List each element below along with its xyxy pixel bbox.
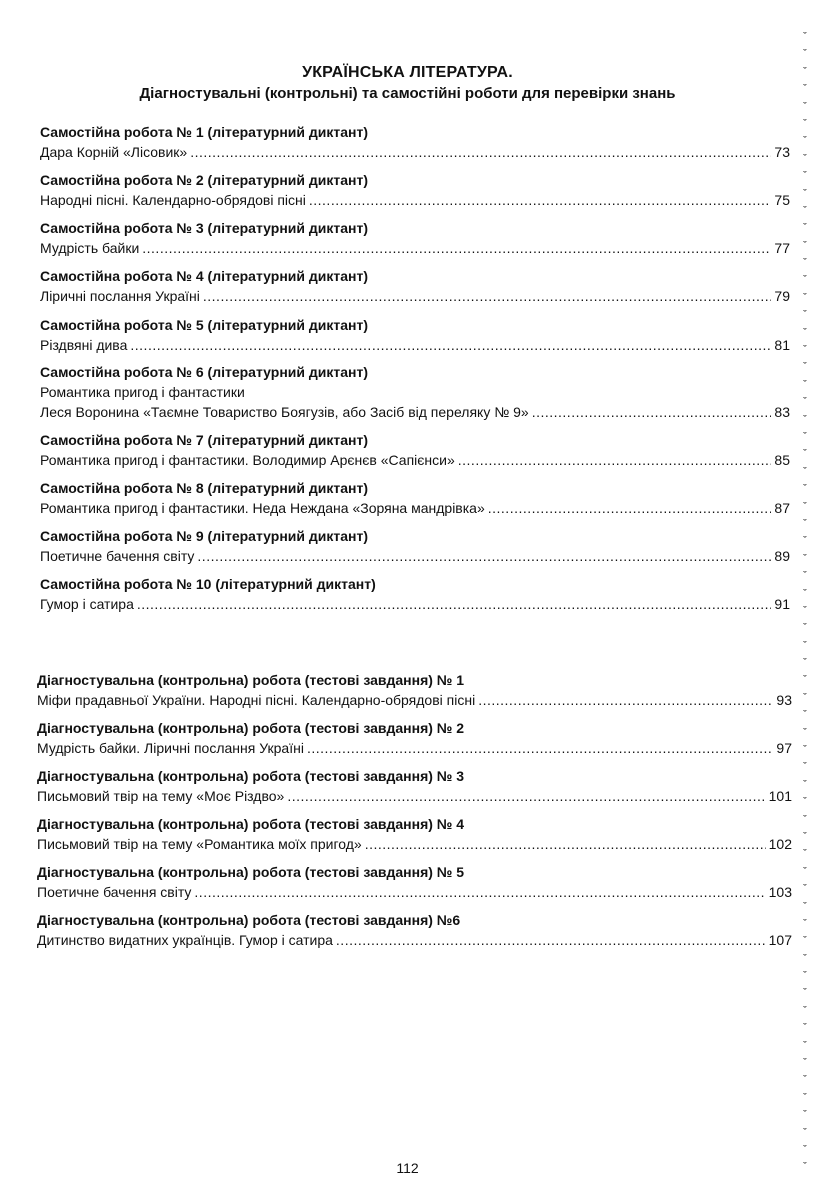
binding-hole-mark: ˬ [803, 195, 807, 208]
toc-entry [37, 670, 792, 710]
toc-entry-line [37, 738, 792, 758]
dot-leader [137, 594, 772, 614]
binding-hole-mark: ˬ [803, 335, 807, 348]
toc-entry-line [40, 594, 790, 614]
toc-page-number: 85 [774, 452, 790, 468]
toc-entry-text: Поетичне бачення світу [40, 548, 195, 564]
binding-hole-mark: ˬ [803, 474, 807, 487]
binding-hole-mark: ˬ [803, 213, 807, 226]
toc-page-number: 89 [774, 548, 790, 564]
dot-leader [307, 738, 773, 758]
binding-hole-mark: ˬ [803, 439, 807, 452]
toc-entry-title: Самостійна робота № 6 (літературний диктант) [40, 364, 368, 380]
toc-entry [40, 526, 790, 566]
toc-entry-title: Самостійна робота № 4 (літературний диктант) [40, 268, 368, 284]
binding-hole-mark: ˬ [803, 352, 807, 365]
toc-entry-line [40, 286, 790, 306]
toc-entry [37, 862, 792, 902]
binding-hole-mark: ˬ [803, 613, 807, 626]
binding-hole-mark: ˬ [803, 700, 807, 713]
dot-leader [309, 190, 772, 210]
toc-entry-text: Мудрість байки [40, 240, 140, 256]
binding-hole-mark: ˬ [803, 1117, 807, 1130]
binding-hole-mark: ˬ [803, 126, 807, 139]
toc-page-number: 87 [774, 500, 790, 516]
toc-page-number: 73 [774, 144, 790, 160]
toc-entry-title: Діагностувальна (контрольна) робота (тестові завдання) №6 [37, 912, 461, 928]
page-number: 112 [396, 1160, 419, 1176]
toc-entry-title: Самостійна робота № 5 (літературний диктант) [40, 317, 368, 333]
toc-page-number: 101 [768, 788, 792, 804]
binding-hole-mark: ˬ [803, 926, 807, 939]
toc-entry-title: Діагностувальна (контрольна) робота (тестові завдання) № 4 [37, 816, 465, 832]
dot-leader [194, 882, 765, 902]
toc-entry-text: Дитинство видатних українців. Гумор і сатира [37, 932, 333, 948]
binding-hole-mark: ˬ [803, 1065, 807, 1078]
binding-hole-mark: ˬ [803, 387, 807, 400]
binding-hole-mark: ˬ [803, 595, 807, 608]
toc-entry-line [40, 450, 790, 470]
toc-entry-text: Міфи прадавньої України. Народні пісні. Календарно-обрядові пісні [37, 692, 476, 708]
dot-leader [197, 546, 771, 566]
binding-hole-mark: ˬ [803, 1048, 807, 1061]
toc-entry [37, 766, 792, 806]
binding-hole-mark: ˬ [803, 543, 807, 556]
binding-hole-mark: ˬ [803, 526, 807, 539]
binding-hole-mark: ˬ [803, 39, 807, 52]
binding-hole-mark: ˬ [803, 456, 807, 469]
toc-entry-line [40, 546, 790, 566]
binding-hole-mark: ˬ [803, 561, 807, 574]
dot-leader [478, 690, 773, 710]
binding-hole-mark: ˬ [803, 752, 807, 765]
page-subtitle: Діагностувальні (контрольні) та самостійні роботи для перевірки знань [139, 85, 676, 102]
dot-leader [203, 286, 772, 306]
toc-entry-line [37, 834, 792, 854]
binding-hole-mark: ˬ [803, 230, 807, 243]
binding-hole-mark: ˬ [803, 108, 807, 121]
binding-hole-mark: ˬ [803, 56, 807, 69]
binding-hole-mark: ˬ [803, 769, 807, 782]
dot-leader [532, 402, 772, 422]
binding-hole-mark: ˬ [803, 282, 807, 295]
toc-entry [40, 362, 790, 422]
toc-entry-title: Самостійна робота № 2 (літературний диктант) [40, 172, 368, 188]
toc-entry-title: Діагностувальна (контрольна) робота (тестові завдання) № 2 [37, 720, 465, 736]
toc-page-number: 81 [774, 337, 790, 353]
dot-leader [336, 930, 766, 950]
binding-hole-mark: ˬ [803, 961, 807, 974]
dot-leader [142, 238, 771, 258]
dot-leader [458, 450, 772, 470]
binding-hole-mark: ˬ [803, 22, 807, 34]
binding-hole-mark: ˬ [803, 978, 807, 991]
binding-hole-mark: ˬ [803, 369, 807, 382]
toc-page-number: 107 [768, 932, 792, 948]
binding-hole-mark: ˬ [803, 839, 807, 852]
toc-page-number: 91 [774, 596, 790, 612]
dot-leader [488, 498, 772, 518]
toc-entry-line [40, 498, 790, 518]
toc-entry [37, 910, 792, 950]
toc-page-number: 103 [768, 884, 792, 900]
binding-hole-mark: ˬ [803, 161, 807, 174]
binding-hole-mark: ˬ [803, 891, 807, 904]
toc-page-number: 93 [776, 692, 792, 708]
toc-entry-text: Романтика пригод і фантастики. Володимир Арєнєв «Сапієнси» [40, 452, 455, 468]
toc-entry-subheading: Романтика пригод і фантастики [40, 384, 245, 400]
toc-entry-text: Поетичне бачення світу [37, 884, 192, 900]
toc-entry-line [40, 402, 790, 422]
toc-entry-title: Діагностувальна (контрольна) робота (тестові завдання) № 5 [37, 864, 465, 880]
binding-hole-mark: ˬ [803, 630, 807, 643]
binding-hole-mark: ˬ [803, 143, 807, 156]
toc-entry-title: Самостійна робота № 8 (літературний диктант) [40, 480, 368, 496]
binding-hole-mark: ˬ [803, 1013, 807, 1026]
toc-entry [40, 218, 790, 258]
toc-entry-text: Дара Корній «Лісовик» [40, 144, 188, 160]
toc-entry [40, 170, 790, 210]
binding-hole-mark: ˬ [803, 248, 807, 261]
dot-leader [190, 142, 771, 162]
binding-hole-mark: ˬ [803, 856, 807, 869]
binding-hole-mark: ˬ [803, 804, 807, 817]
binding-hole-mark: ˬ [803, 317, 807, 330]
toc-entry-text: Ліричні послання Україні [40, 288, 200, 304]
toc-entry [40, 266, 790, 306]
toc-page-number: 97 [776, 740, 792, 756]
toc-entry [40, 574, 790, 614]
binding-hole-mark: ˬ [803, 735, 807, 748]
binding-hole-mark: ˬ [803, 404, 807, 417]
binding-hole-mark: ˬ [803, 717, 807, 730]
toc-header [0, 64, 815, 102]
toc-entry [37, 814, 792, 854]
toc-entry-text: Різдвяні дива [40, 337, 128, 353]
binding-hole-mark: ˬ [803, 995, 807, 1008]
binding-hole-mark: ˬ [803, 74, 807, 87]
toc-entry-line [37, 786, 792, 806]
toc-entry [40, 478, 790, 518]
toc-entry-title: Самостійна робота № 7 (літературний диктант) [40, 432, 368, 448]
binding-hole-mark: ˬ [803, 821, 807, 834]
toc-entry [40, 122, 790, 162]
dot-leader [365, 834, 766, 854]
binding-hole-mark: ˬ [803, 578, 807, 591]
binding-hole-mark: ˬ [803, 178, 807, 191]
spiral-binding [799, 20, 811, 1170]
page-title: УКРАЇНСЬКА ЛІТЕРАТУРА. [302, 64, 513, 81]
binding-hole-mark: ˬ [803, 300, 807, 313]
toc-page-number: 77 [774, 240, 790, 256]
binding-hole-mark: ˬ [803, 874, 807, 887]
toc-entry-text: Гумор і сатира [40, 596, 134, 612]
toc-entry-line [37, 882, 792, 902]
toc-entry [40, 430, 790, 470]
toc-entry-text: Народні пісні. Календарно-обрядові пісні [40, 192, 306, 208]
toc-entry [40, 315, 790, 355]
toc-entry-line [40, 190, 790, 210]
binding-hole-mark: ˬ [803, 1082, 807, 1095]
toc-page-number: 79 [774, 288, 790, 304]
binding-hole-mark: ˬ [803, 508, 807, 521]
binding-hole-mark: ˬ [803, 682, 807, 695]
toc-entry-title: Діагностувальна (контрольна) робота (тестові завдання) № 1 [37, 672, 465, 688]
toc-entry-title: Діагностувальна (контрольна) робота (тестові завдання) № 3 [37, 768, 465, 784]
binding-hole-mark: ˬ [803, 648, 807, 661]
toc-page-number: 102 [768, 836, 792, 852]
dot-leader [130, 335, 771, 355]
binding-hole-mark: ˬ [803, 491, 807, 504]
binding-hole-mark: ˬ [803, 1030, 807, 1043]
toc-entry-line [37, 930, 792, 950]
toc-entry-line [40, 142, 790, 162]
binding-hole-mark: ˬ [803, 91, 807, 104]
toc-entry-title: Самостійна робота № 9 (літературний диктант) [40, 528, 368, 544]
binding-hole-mark: ˬ [803, 665, 807, 678]
binding-hole-mark: ˬ [803, 787, 807, 800]
toc-entry [37, 718, 792, 758]
toc-entry-title: Самостійна робота № 10 (літературний диктант) [40, 576, 376, 592]
binding-hole-mark: ˬ [803, 1152, 807, 1165]
toc-entry-line [40, 238, 790, 258]
binding-hole-mark: ˬ [803, 943, 807, 956]
binding-hole-mark: ˬ [803, 265, 807, 278]
binding-hole-mark: ˬ [803, 421, 807, 434]
binding-hole-mark: ˬ [803, 1135, 807, 1147]
toc-entry-text: Письмовий твір на тему «Моє Різдво» [37, 788, 285, 804]
toc-entry-text: Романтика пригод і фантастики. Неда Неждана «Зоряна мандрівка» [40, 500, 485, 516]
toc-entry-text: Леся Воронина «Таємне Товариство Боягузів, або Засіб від переляку № 9» [40, 404, 529, 420]
dot-leader [287, 786, 765, 806]
toc-entry-line [40, 335, 790, 355]
toc-entry-title: Самостійна робота № 3 (літературний диктант) [40, 220, 368, 236]
toc-page-number: 83 [774, 404, 790, 420]
binding-hole-mark: ˬ [803, 1100, 807, 1113]
toc-entry-title: Самостійна робота № 1 (літературний диктант) [40, 124, 368, 140]
toc-entry-text: Мудрість байки. Ліричні послання Україні [37, 740, 304, 756]
binding-hole-mark: ˬ [803, 908, 807, 921]
toc-page-number: 75 [774, 192, 790, 208]
toc-entry-text: Письмовий твір на тему «Романтика моїх пригод» [37, 836, 362, 852]
toc-entry-line [37, 690, 792, 710]
